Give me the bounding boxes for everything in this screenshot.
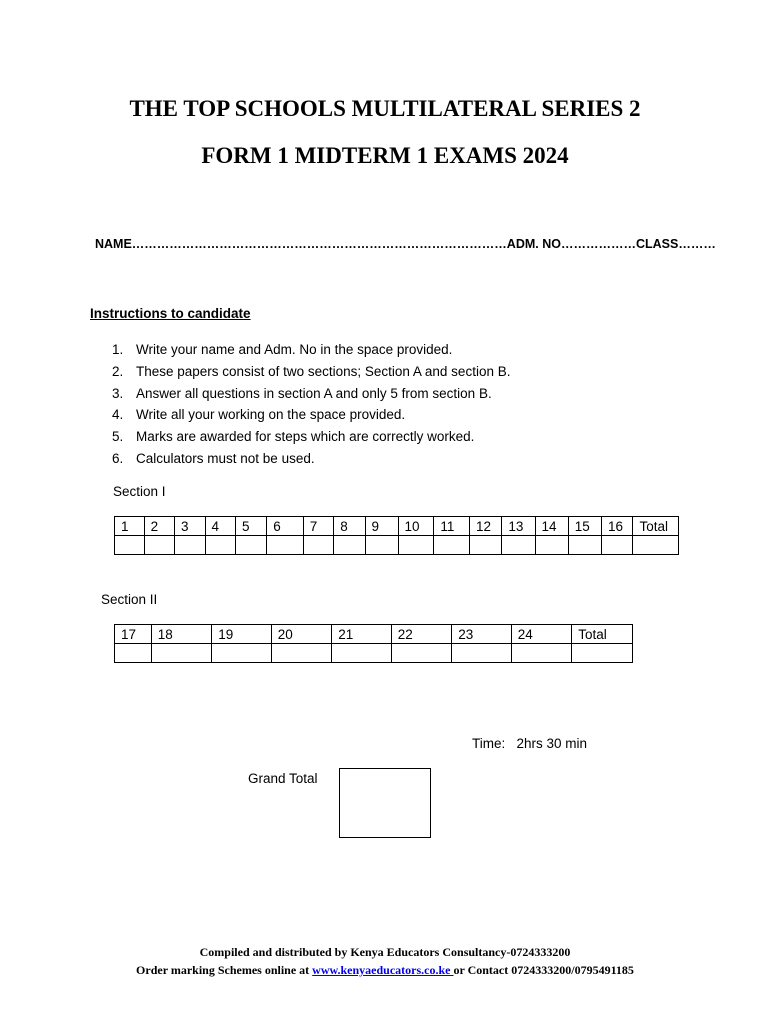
score-cell[interactable] xyxy=(115,644,152,663)
score-cell[interactable] xyxy=(452,644,512,663)
question-number-cell: 10 xyxy=(398,517,434,536)
question-number-cell: 6 xyxy=(267,517,303,536)
score-cell[interactable] xyxy=(568,536,601,555)
question-number-cell: 19 xyxy=(212,625,272,644)
score-cell[interactable] xyxy=(271,644,331,663)
instruction-item: 5. Marks are awarded for steps which are correctly worked. xyxy=(112,429,475,445)
score-cell[interactable] xyxy=(115,536,145,555)
instruction-item: 1. Write your name and Adm. No in the space provided. xyxy=(112,342,453,357)
question-number-cell: 11 xyxy=(434,517,470,536)
question-number-cell: 7 xyxy=(303,517,333,536)
score-cell[interactable] xyxy=(572,644,633,663)
question-number-cell: 9 xyxy=(365,517,398,536)
question-number-cell: 13 xyxy=(502,517,535,536)
section-2-label: Section II xyxy=(101,592,158,607)
score-cell[interactable] xyxy=(267,536,303,555)
instruction-item: 3. Answer all questions in section A and only 5 from section B. xyxy=(112,385,492,401)
score-cell[interactable] xyxy=(502,536,535,555)
question-number-cell: 8 xyxy=(334,517,365,536)
table-score-row xyxy=(115,644,633,663)
question-number-cell: 23 xyxy=(452,625,512,644)
instructions-list xyxy=(112,339,510,470)
score-cell[interactable] xyxy=(535,536,568,555)
grand-total-label: Grand Total xyxy=(248,771,318,786)
score-cell[interactable] xyxy=(303,536,333,555)
question-number-cell: 4 xyxy=(205,517,235,536)
question-number-cell: 21 xyxy=(332,625,392,644)
question-number-cell: 15 xyxy=(568,517,601,536)
website-link[interactable]: www.kenyaeducators.co.ke xyxy=(312,963,454,977)
score-cell[interactable] xyxy=(332,644,392,663)
score-cell[interactable] xyxy=(175,536,205,555)
section-1-marks-table xyxy=(114,516,679,555)
instruction-item: 2. These papers consist of two sections; Section A and section B. xyxy=(112,363,511,379)
score-cell[interactable] xyxy=(365,536,398,555)
score-cell[interactable] xyxy=(235,536,266,555)
instruction-item: 4. Write all your working on the space provided. xyxy=(112,407,406,423)
student-details-line: NAME………………………………………………………………………………ADM. NO………………CLASS……… xyxy=(95,237,716,251)
score-cell[interactable] xyxy=(151,644,211,663)
table-score-row xyxy=(115,536,679,555)
score-cell[interactable] xyxy=(212,644,272,663)
instruction-item: 6. Calculators must not be used. xyxy=(112,450,315,466)
question-number-cell: 22 xyxy=(391,625,451,644)
question-number-cell: 20 xyxy=(271,625,331,644)
question-number-cell: 17 xyxy=(115,625,152,644)
footer-compiled-by: Compiled and distributed by Kenya Educators Consultancy-0724333200 xyxy=(199,945,571,959)
grand-total-box xyxy=(339,768,431,838)
score-cell[interactable] xyxy=(144,536,174,555)
question-number-cell: 2 xyxy=(144,517,174,536)
table-header-row xyxy=(115,625,633,644)
instructions-heading: Instructions to candidate xyxy=(90,306,251,321)
question-number-cell: 1 xyxy=(115,517,145,536)
score-cell[interactable] xyxy=(391,644,451,663)
exam-series-title: THE TOP SCHOOLS MULTILATERAL SERIES 2 xyxy=(129,96,641,121)
exam-duration: Time: 2hrs 30 min xyxy=(472,736,588,751)
score-cell[interactable] xyxy=(470,536,502,555)
question-number-cell: 14 xyxy=(535,517,568,536)
question-number-cell: 18 xyxy=(151,625,211,644)
question-number-cell: 3 xyxy=(175,517,205,536)
section-2-marks-table xyxy=(114,624,633,663)
score-cell[interactable] xyxy=(511,644,571,663)
question-number-cell: 12 xyxy=(470,517,502,536)
score-cell[interactable] xyxy=(334,536,365,555)
section-1-label: Section I xyxy=(113,484,166,499)
score-cell[interactable] xyxy=(601,536,632,555)
table-header-row xyxy=(115,517,679,536)
score-cell[interactable] xyxy=(398,536,434,555)
question-number-cell: Total xyxy=(572,625,633,644)
question-number-cell: Total xyxy=(633,517,679,536)
question-number-cell: 16 xyxy=(601,517,632,536)
score-cell[interactable] xyxy=(205,536,235,555)
exam-form-title: FORM 1 MIDTERM 1 EXAMS 2024 xyxy=(201,143,569,168)
score-cell[interactable] xyxy=(434,536,470,555)
score-cell[interactable] xyxy=(633,536,679,555)
footer-order-line: Order marking Schemes online at www.kenyaeducators.co.ke or Contact 0724333200/0795491185 xyxy=(136,963,634,977)
question-number-cell: 5 xyxy=(235,517,266,536)
question-number-cell: 24 xyxy=(511,625,571,644)
